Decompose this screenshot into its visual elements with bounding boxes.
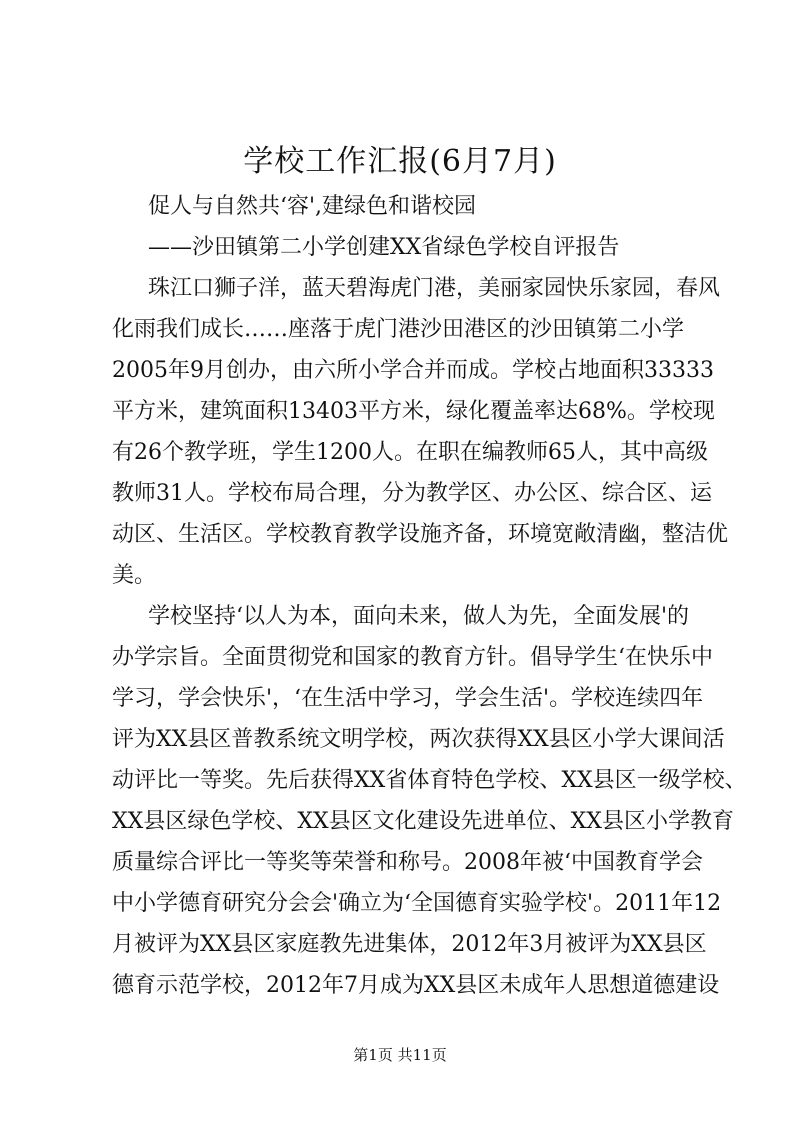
paragraph-1-line-1: 珠江口狮子洋，蓝天碧海虎门港，美丽家园快乐家园，春风 [148, 276, 721, 301]
paragraph-1-line-5: 有26个教学班，学生1200人。在职在编教师65人，其中高级 [112, 440, 708, 465]
paragraph-2-line-1: 学校坚持‘以人为本，面向未来，做人为先，全面发展'的 [148, 604, 690, 629]
paragraph-2-line-5: 动评比一等奖。先后获得XX省体育特色学校、XX县区一级学校、 [112, 768, 747, 793]
paragraph-2-line-3: 学习，学会快乐'，‘在生活中学习，学会生活'。学校连续四年 [112, 686, 704, 711]
paragraph-2-line-4: 评为XX县区普教系统文明学校，两次获得XX县区小学大课间活 [112, 727, 725, 752]
paragraph-1-line-4: 平方米，建筑面积13403平方米，绿化覆盖率达68%。学校现 [112, 399, 715, 424]
paragraph-1-line-7: 动区、生活区。学校教育教学设施齐备，环境宽敞清幽，整洁优 [112, 522, 729, 547]
document-title: 学校工作汇报(6月7月) [243, 144, 557, 179]
paragraph-1-line-2: 化雨我们成长……座落于虎门港沙田港区的沙田镇第二小学 [112, 317, 685, 342]
page-footer: 第1页 共11页 [353, 1046, 447, 1064]
paragraph-2-line-6: XX县区绿色学校、XX县区文化建设先进单位、XX县区小学教育 [112, 809, 734, 834]
paragraph-1-line-6: 教师31人。学校布局合理，分为教学区、办公区、综合区、运 [112, 481, 712, 506]
paragraph-1-line-3: 2005年9月创办，由六所小学合并而成。学校占地面积33333 [112, 358, 714, 383]
paragraph-2-line-2: 办学宗旨。全面贯彻党和国家的教育方针。倡导学生‘在快乐中 [112, 645, 713, 670]
paragraph-2-line-7: 质量综合评比一等奖等荣誉和称号。2008年被‘中国教育学会 [112, 850, 703, 875]
paragraph-2-line-10: 德育示范学校，2012年7月成为XX县区未成年人思想道德建设 [112, 973, 720, 998]
document-byline: ——沙田镇第二小学创建XX省绿色学校自评报告 [148, 235, 620, 260]
paragraph-2-line-9: 月被评为XX县区家庭教先进集体，2012年3月被评为XX县区 [112, 932, 707, 957]
paragraph-1-line-8: 美。 [112, 563, 157, 588]
document-subtitle: 促人与自然共‘容',建绿色和谐校园 [148, 194, 477, 219]
paragraph-2-line-8: 中小学德育研究分会会'确立为‘全国德育实验学校'。2011年12 [112, 891, 722, 916]
